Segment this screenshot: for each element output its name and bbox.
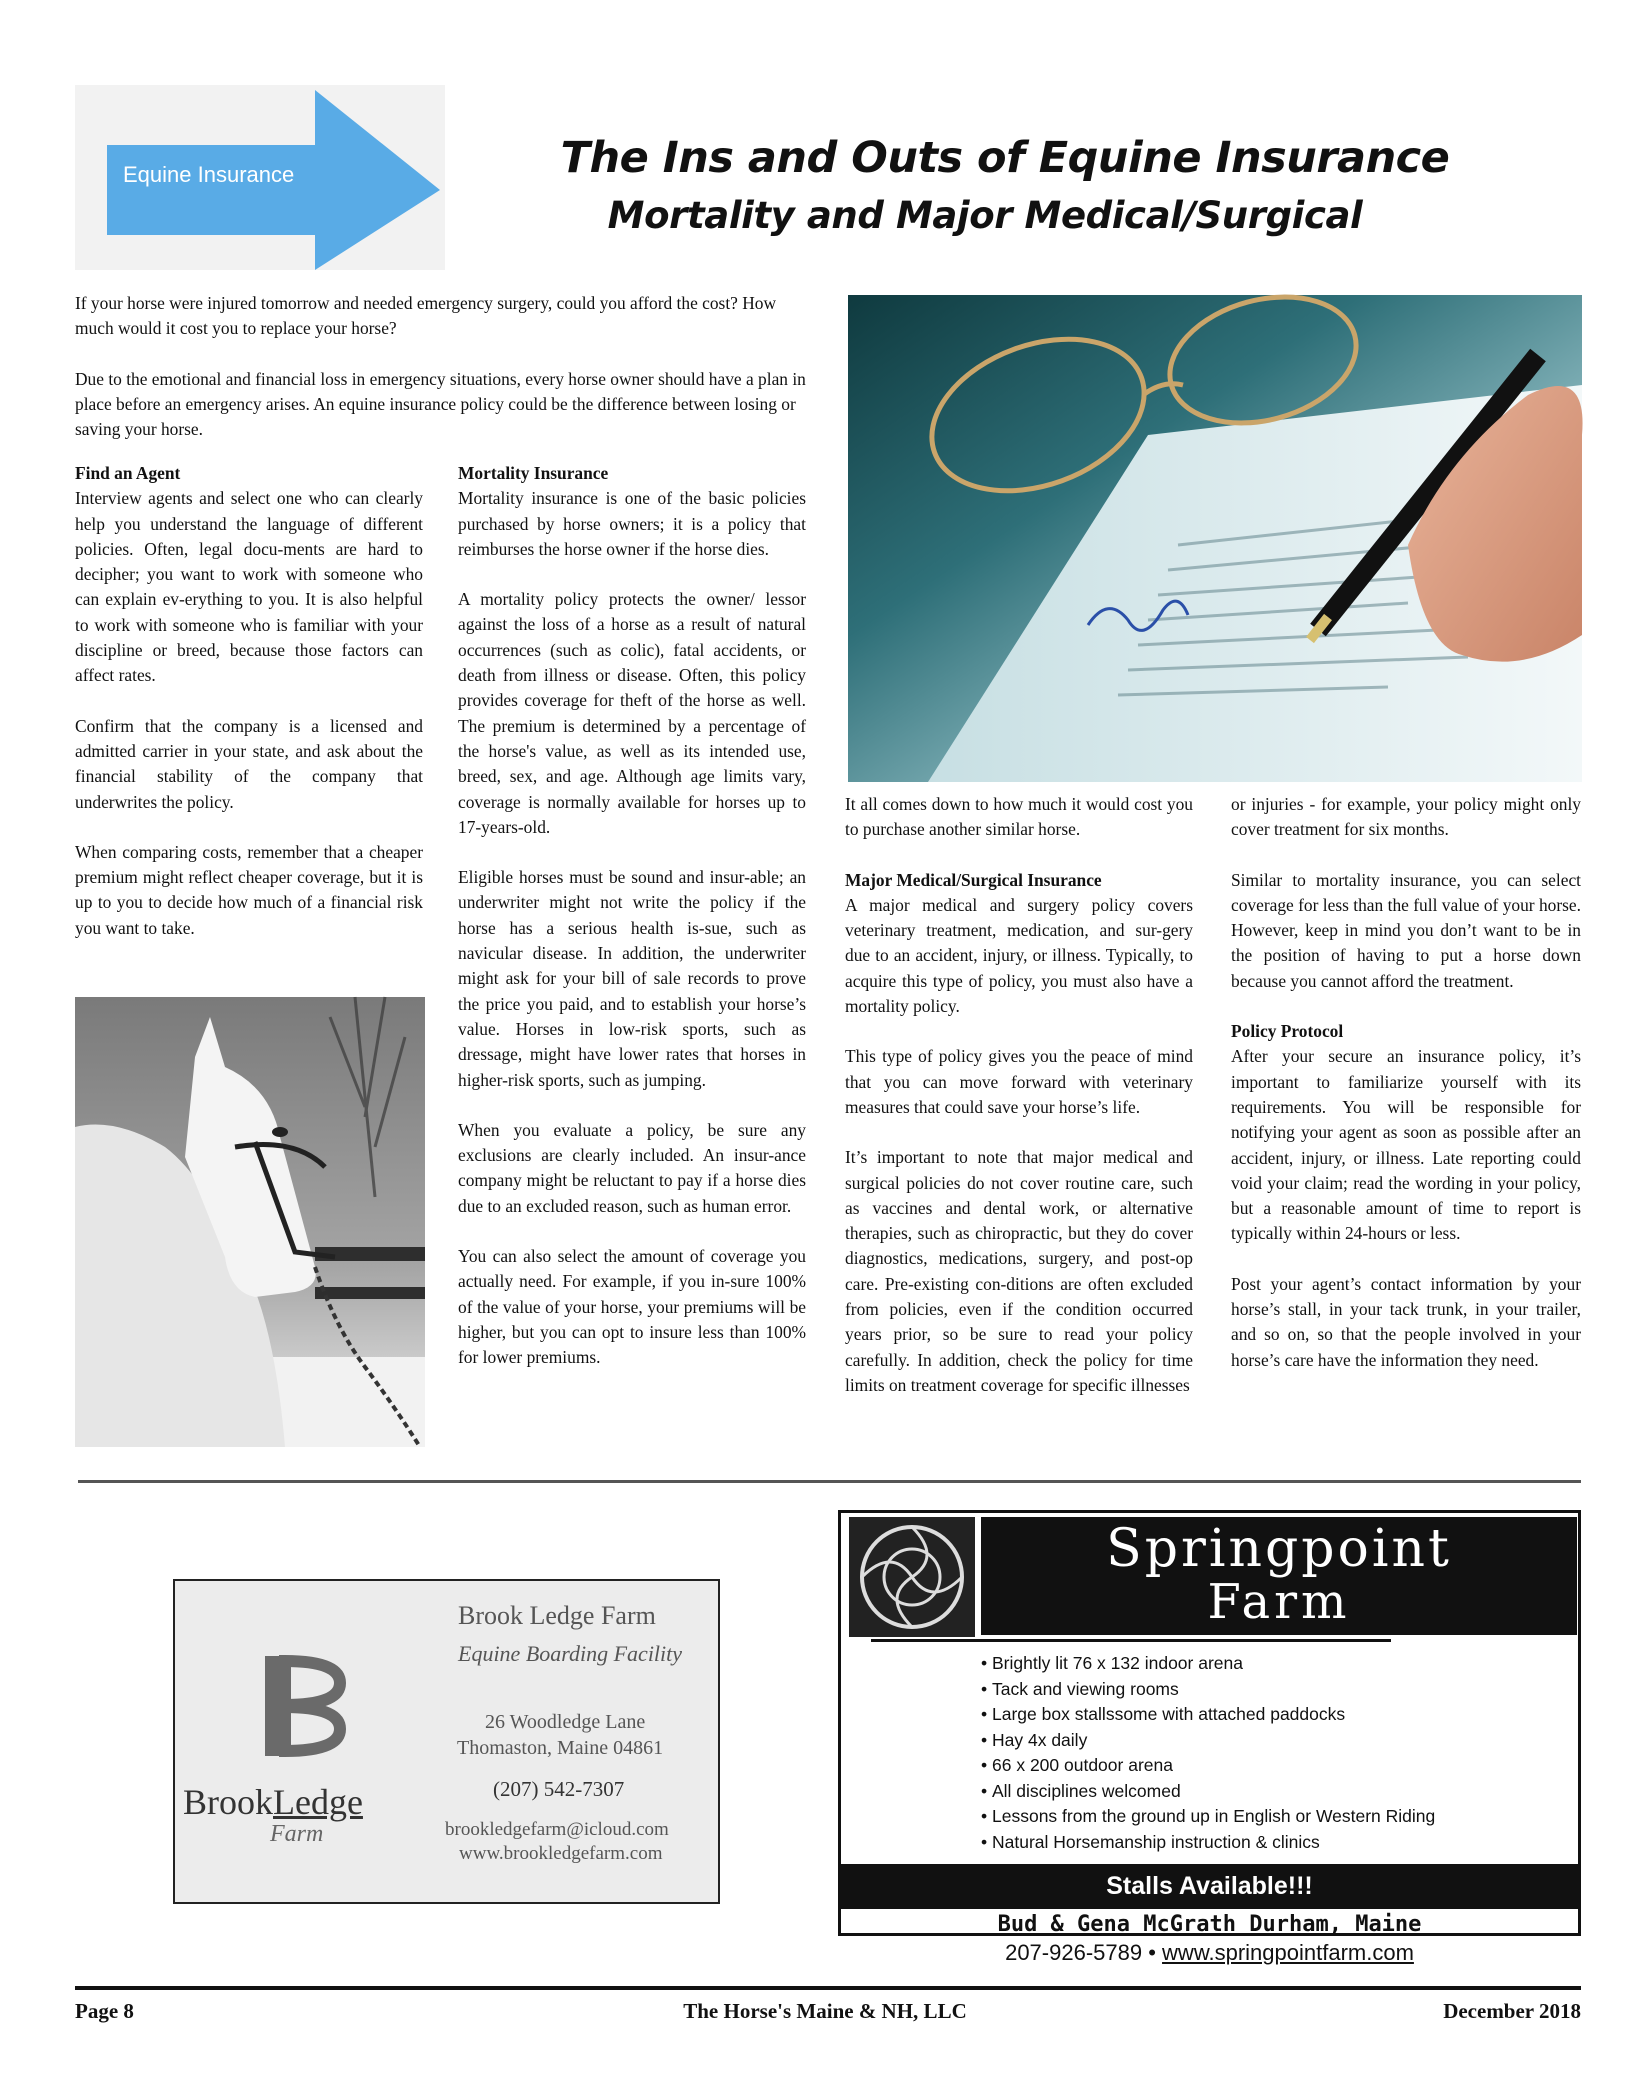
amenity-item: • Large box stallssome with attached paddocks bbox=[981, 1702, 1435, 1728]
amenity-item: • Brightly lit 76 x 132 indoor arena bbox=[981, 1651, 1435, 1677]
paragraph: Similar to mortality insurance, you can select coverage for less than the full value of your horse. However, keep in mind you don’t want to be in the position of having to put a horse down because you cannot afford the treatment. bbox=[1231, 869, 1581, 991]
phone-number: 207-926-5789 bbox=[1005, 1940, 1143, 1965]
address-line-1: 26 Woodledge Lane bbox=[485, 1711, 646, 1733]
amenity-item: • 66 x 200 outdoor arena bbox=[981, 1753, 1435, 1779]
paragraph: Eligible horses must be sound and insur-able; an underwriter might not write the policy if the horse has a serious health is-sue, such as navicular disease. In addition, the underwriter might ask for your bill of sale records to prove the price you paid, and to establish your horse’s value. Horses in low-risk sports, such as dressage, might have lower rates that horses in higher-risk sports, such as jumping. bbox=[458, 867, 806, 1090]
farm-name: Brook Ledge Farm bbox=[458, 1601, 656, 1630]
separator-dot: • bbox=[1148, 1940, 1156, 1965]
website-link[interactable]: www.springpointfarm.com bbox=[1162, 1940, 1414, 1965]
paragraph: A major medical and surgery policy covers veterinary treatment, medication, and sur-gery due to an accident, injury, or illness. Typically, to acquire this type of policy, you must also have a mortality policy. bbox=[845, 894, 1193, 1017]
website-url: www.brookledgefarm.com bbox=[459, 1843, 663, 1864]
horseshoe-logo-icon bbox=[260, 1651, 350, 1761]
issue-date: December 2018 bbox=[1443, 1999, 1581, 2023]
phone-number: (207) 542-7307 bbox=[493, 1777, 625, 1801]
divider-line bbox=[78, 1480, 1581, 1483]
document-signing-photo bbox=[848, 295, 1582, 782]
celtic-knot-logo-icon bbox=[849, 1517, 975, 1637]
amenity-item: • All disciplines welcomed bbox=[981, 1779, 1435, 1805]
section-heading-major-medical: Major Medical/Surgical Insurance bbox=[845, 869, 1102, 890]
arrow-label: Equine Insurance bbox=[123, 162, 295, 187]
contact-line bbox=[841, 1939, 1578, 1967]
paragraph: It all comes down to how much it would cost you to purchase another similar horse. bbox=[845, 794, 1193, 840]
paragraph: After your secure an insurance policy, it’s important to familiarize yourself with its requirements. You will be responsible for notifying your agent as soon as possible after an accident, injury, or illness. Late reporting could void your claim; read the wording in your policy, but a reasonable amount of time to report is typically within 24-hours or less. bbox=[1231, 1046, 1581, 1244]
farm-tagline: Equine Boarding Facility bbox=[458, 1641, 683, 1666]
publication-name: The Horse's Maine & NH, LLC bbox=[683, 1999, 967, 2023]
column-1 bbox=[75, 461, 423, 966]
farm-name-banner bbox=[981, 1517, 1577, 1635]
brook-ledge-farm-ad bbox=[173, 1579, 720, 1904]
paragraph: Interview agents and select one who can clearly help you understand the language of different policies. Often, legal docu-ments are hard to decipher; you want to work with someone who can explain ev-erything to you. It is also helpful to work with someone who is familiar with your discipline or breed, because those factors can affect rates. bbox=[75, 488, 423, 686]
column-3 bbox=[845, 792, 1193, 1423]
intro-paragraph: If your horse were injured tomorrow and needed emergency surgery, could you afford the cost? How much would it cost you to replace your horse? bbox=[75, 293, 777, 339]
email-address: brookledgefarm@icloud.com bbox=[445, 1819, 669, 1840]
paragraph: When comparing costs, remember that a cheaper premium might reflect cheaper coverage, but it is up to you to decide how much of a financial risk you want to take. bbox=[75, 841, 423, 938]
section-heading-mortality-insurance: Mortality Insurance bbox=[458, 463, 609, 483]
footer-rule bbox=[75, 1986, 1581, 1990]
paragraph: You can also select the amount of coverage you actually need. For example, if you in-sure 100% of the value of your horse, your premiums will be higher, but you can opt to insure less than 100% for lower premiums. bbox=[458, 1246, 806, 1368]
amenity-item: • Natural Horsemanship instruction & clinics bbox=[981, 1830, 1435, 1856]
logo-word-ledge: Ledge bbox=[273, 1782, 363, 1822]
logo-word-brook: Brook bbox=[183, 1782, 273, 1822]
white-horse-photo bbox=[75, 997, 425, 1447]
farm-name-line-2: Farm bbox=[1207, 1574, 1351, 1630]
amenity-item: • Lessons from the ground up in English or Western Riding bbox=[981, 1804, 1435, 1830]
section-heading-policy-protocol: Policy Protocol bbox=[1231, 1021, 1344, 1042]
article-title: The Ins and Outs of Equine Insurance bbox=[560, 133, 1450, 183]
owners-line: Bud & Gena McGrath Durham, Maine bbox=[997, 1912, 1422, 1937]
intro-text bbox=[75, 291, 810, 467]
paragraph: This type of policy gives you the peace of mind that you can move forward with veterinary measures that could save your horse’s life. bbox=[845, 1046, 1193, 1117]
paragraph: or injuries - for example, your policy might only cover treatment for six months. bbox=[1231, 794, 1581, 840]
article-subtitle: Mortality and Major Medical/Surgical bbox=[607, 194, 1363, 237]
paragraph: Confirm that the company is a licensed and admitted carrier in your state, and ask about the financial stability of the company that underwrites the policy. bbox=[75, 715, 423, 812]
address-line-2: Thomaston, Maine 04861 bbox=[457, 1737, 664, 1759]
logo-script-farm: Farm bbox=[270, 1821, 324, 1847]
amenity-item: • Tack and viewing rooms bbox=[981, 1677, 1435, 1703]
paragraph: It’s important to note that major medical and surgical policies do not cover routine care, such as vaccines and dental work, or alternative therapies, such as chiropractic, but they do cover diagnostics, medications, surgery, and post-op care. Pre-existing con-ditions are often excluded from policies, even if the condition occurred years prior, so be sure to read your policy carefully. In addition, check the policy for time limits on treatment coverage for specific illnesses bbox=[845, 1147, 1193, 1395]
springpoint-farm-ad bbox=[838, 1510, 1581, 1965]
amenities-list bbox=[981, 1651, 1435, 1855]
column-4 bbox=[1231, 792, 1581, 1398]
paragraph: Post your agent’s contact information by your horse’s stall, in your tack trunk, in your trailer, and so on, so that the people involved in your horse’s care have the information they need. bbox=[1231, 1273, 1581, 1370]
amenity-item: • Hay 4x daily bbox=[981, 1728, 1435, 1754]
stalls-available-banner: Stalls Available!!! bbox=[841, 1864, 1578, 1909]
paragraph: A mortality policy protects the owner/ lessor against the loss of a horse as a result of natural occurrences (such as colic), fatal accidents, or death from illness or disease. Often, this policy provides coverage for theft of the horse as well. The premium is determined by a percentage of the horse's value, as well as its intended use, breed, sex, and age. Although age limits vary, coverage is normally available for horses up to 17-years-old. bbox=[458, 589, 806, 837]
farm-name-line-1: Springpoint bbox=[1106, 1519, 1452, 1579]
page-number: Page 8 bbox=[75, 1999, 134, 2023]
paragraph: Mortality insurance is one of the basic policies purchased by horse owners; it is a policy that reimburses the horse owner if the horse dies. bbox=[458, 488, 806, 559]
section-heading-find-an-agent: Find an Agent bbox=[75, 463, 181, 483]
column-2 bbox=[458, 461, 806, 1396]
intro-paragraph: Due to the emotional and financial loss in emergency situations, every horse owner should have a plan in place before an emergency arises. An equine insurance policy could be the difference between losing or saving your horse. bbox=[75, 368, 806, 440]
paragraph: When you evaluate a policy, be sure any exclusions are clearly included. An insur-ance company might be reluctant to pay if a horse dies due to an excluded reason, such as human error. bbox=[458, 1119, 806, 1216]
banner-underline bbox=[871, 1639, 1391, 1642]
